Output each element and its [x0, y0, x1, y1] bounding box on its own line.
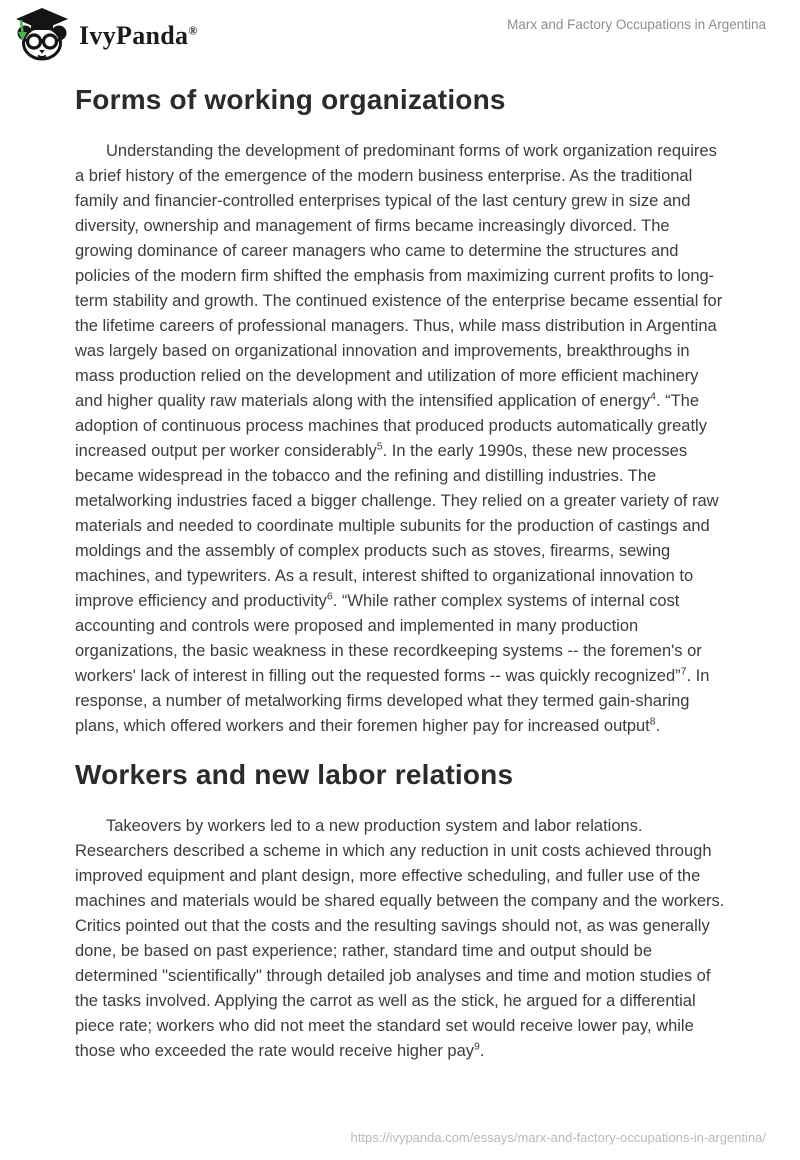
- document-title: Marx and Factory Occupations in Argentina: [507, 17, 766, 32]
- section-workers-and-new-labor-relations: [75, 759, 725, 1064]
- section-heading: Workers and new labor relations: [75, 759, 514, 791]
- section-heading: Forms of working organizations: [75, 84, 506, 115]
- panda-logo-icon: [14, 6, 70, 62]
- source-url[interactable]: https://ivypanda.com/essays/marx-and-factory-occupations-in-argentina/: [350, 1130, 766, 1145]
- header: [0, 0, 800, 64]
- section-forms-of-working-organizations: [75, 84, 725, 739]
- ivypanda-logo[interactable]: [14, 6, 198, 62]
- section-paragraph: Understanding the development of predominant forms of work organization requires a brief history of the emergence of the modern business enterprise. As the traditional family and financier-controlled enterprises typical of the last century grew in size and diversity, ownership and management of firms became increasingly divorced. The growing dominance of career managers who came to determine the structures and policies of the modern firm shifted the emphasis from maximizing current profits to long-term stability and growth. The continued existence of the enterprise became essential for the lifetime careers of professional managers. Thus, while mass distribution in Argentina was largely based on organizational innovation and improvements, breakthroughs in mass production relied on the development and utilization of more efficient machinery and higher quality raw materials along with the intensified application of energy$^4$. “The adoption of continuous process machines that produced products automatically greatly increased output per worker considerably$^5$. In the early 1990s, these new processes became widespread in the tobacco and the refining and distilling industries. The metalworking industries faced a bigger challenge. They relied on a greater variety of raw materials and needed to coordinate multiple subunits for the production of castings and moldings and the assembly of complex products such as stoves, firearms, sewing machines, and typewriters. As a result, interest shifted to organizational innovation to improve efficiency and productivity$^6$. “While rather complex systems of internal cost accounting and controls were proposed and implemented in many production organizations, the basic weakness in these recordkeeping systems -- the foremen's or workers' lack of interest in filling out the requested forms -- was quickly recognized”$^7$. In response, a number of metalworking firms developed what they termed gain-sharing plans, which offered workers and their foremen higher pay for increased output$^8$.: [75, 142, 723, 736]
- document-body: [75, 84, 725, 1064]
- section-paragraph: Takeovers by workers led to a new production system and labor relations. Researchers described a scheme in which any reduction in unit costs achieved through improved equipment and plant design, more effective scheduling, and fuller use of the machines and materials would be shared equally between the company and the workers. Critics pointed out that the costs and the resulting savings should not, as was generally done, be based on past experience; rather, standard time and output should be determined "scientifically" through detailed job analyses and time and motion studies of the tasks involved. Applying the carrot as well as the stick, he argued for a differential piece rate; workers who did not meet the standard set would receive lower pay, while those who exceeded the rate would receive higher pay$^9$.: [75, 817, 725, 1061]
- registered-mark: ®: [188, 23, 198, 38]
- brand-name: IvyPanda®: [79, 21, 198, 50]
